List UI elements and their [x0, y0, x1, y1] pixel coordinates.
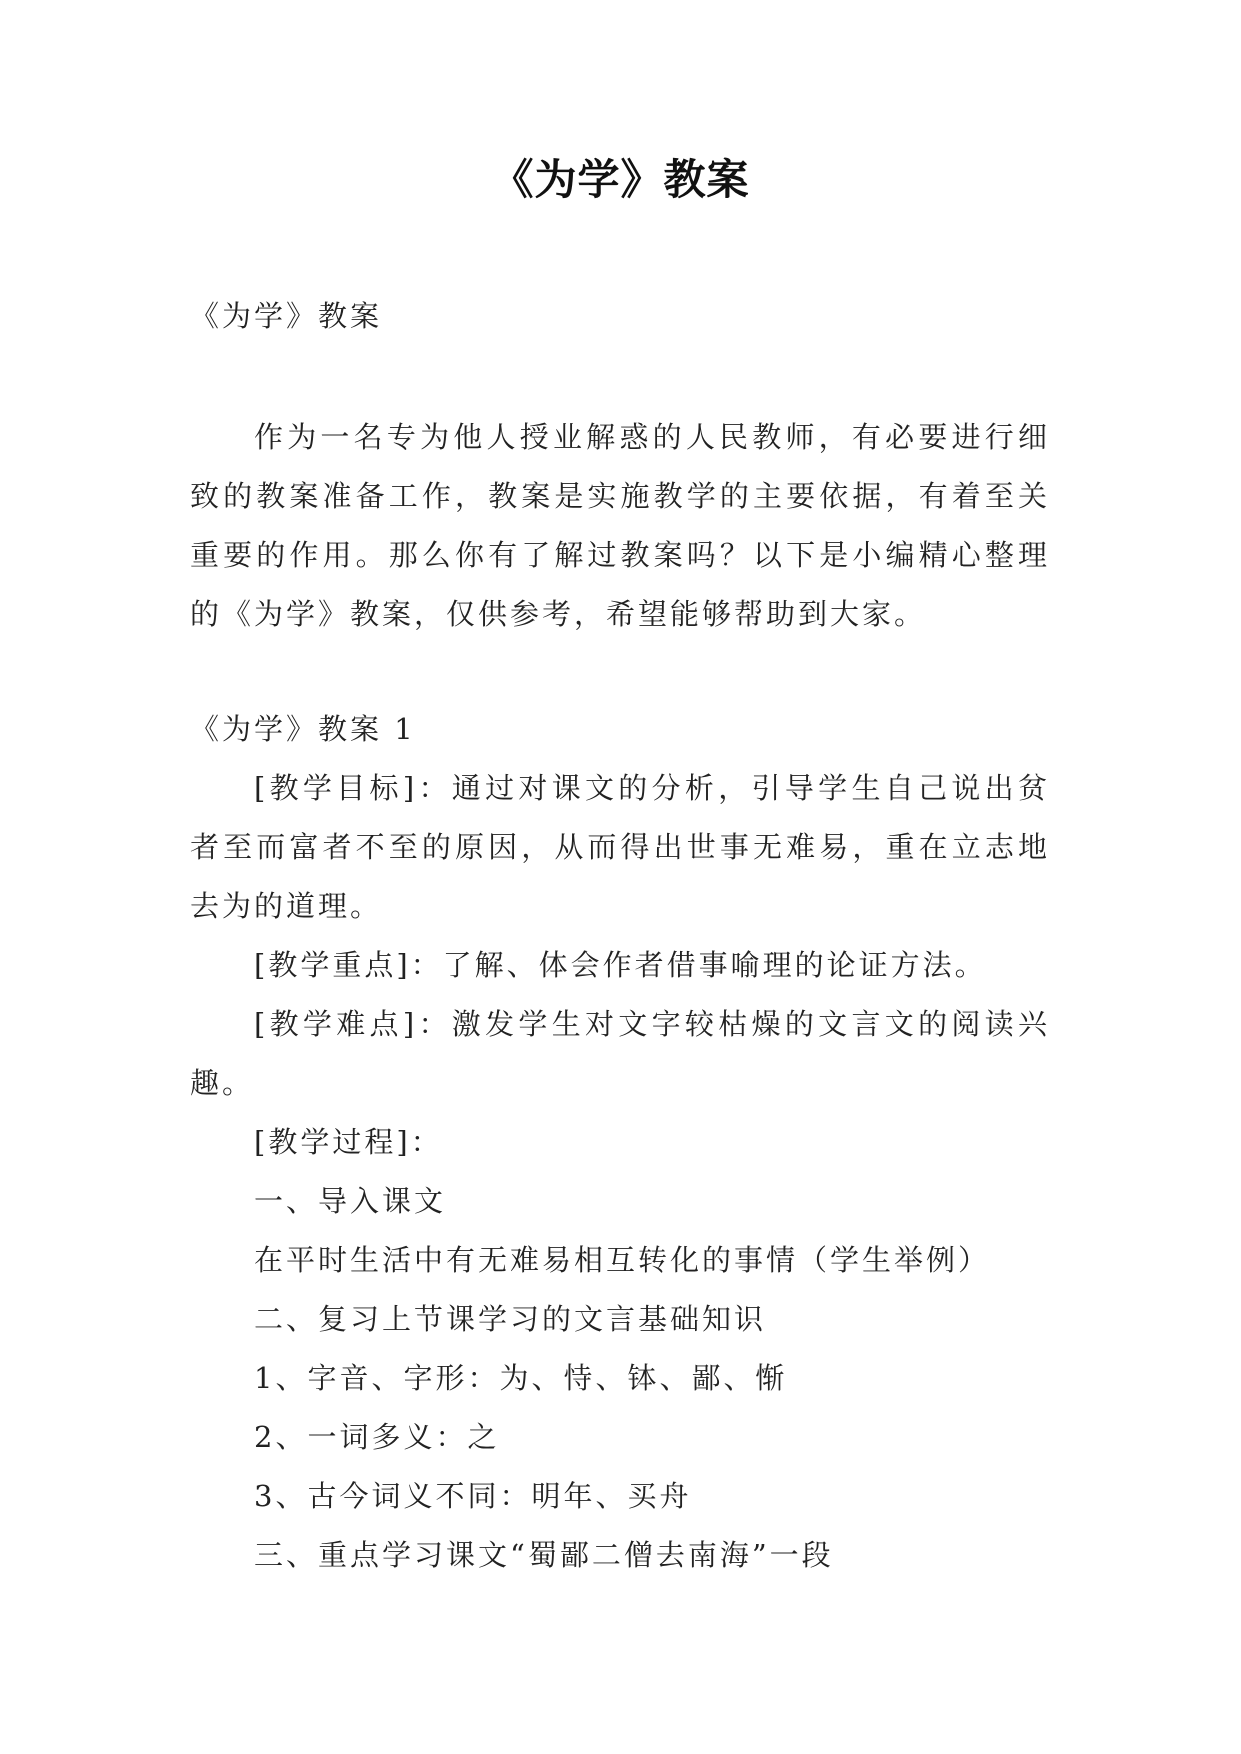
- step-2-item-1: 1、字音、字形：为、恃、钵、鄙、惭: [254, 1361, 788, 1395]
- step-1: 一、导入课文: [254, 1184, 447, 1218]
- teaching-goal: [教学目标]：通过对课文的分析，引导学生自己说出贫者至而富者不至的原因，从而得出世事无难易，重在立志地去为的道理。: [190, 771, 1050, 923]
- step-1-detail: 在平时生活中有无难易相互转化的事情（学生举例）: [254, 1243, 991, 1277]
- section-heading: 《为学》教案 1: [190, 712, 416, 746]
- lesson-plan-section: [190, 700, 1050, 1585]
- step-3: 三、重点学习课文“蜀鄙二僧去南海”一段: [254, 1538, 834, 1572]
- document-subtitle: 《为学》教案: [190, 299, 383, 333]
- teaching-key-point: [教学重点]：了解、体会作者借事喻理的论证方法。: [254, 948, 987, 982]
- teaching-process: [教学过程]：: [254, 1125, 443, 1159]
- step-2-item-3: 3、古今词义不同：明年、买舟: [254, 1479, 692, 1513]
- intro-paragraph: 作为一名专为他人授业解惑的人民教师，有必要进行细致的教案准备工作，教案是实施教学的主要依据，有着至关重要的作用。那么你有了解过教案吗？以下是小编精心整理的《为学》教案，仅供参考，希望能够帮助到大家。: [190, 420, 1050, 631]
- step-2-item-2: 2、一词多义：之: [254, 1420, 500, 1454]
- step-2: 二、复习上节课学习的文言基础知识: [254, 1302, 767, 1336]
- document-title: 《为学》教案: [491, 155, 750, 204]
- teaching-difficulty: [教学难点]：激发学生对文字较枯燥的文言文的阅读兴趣。: [190, 1007, 1050, 1100]
